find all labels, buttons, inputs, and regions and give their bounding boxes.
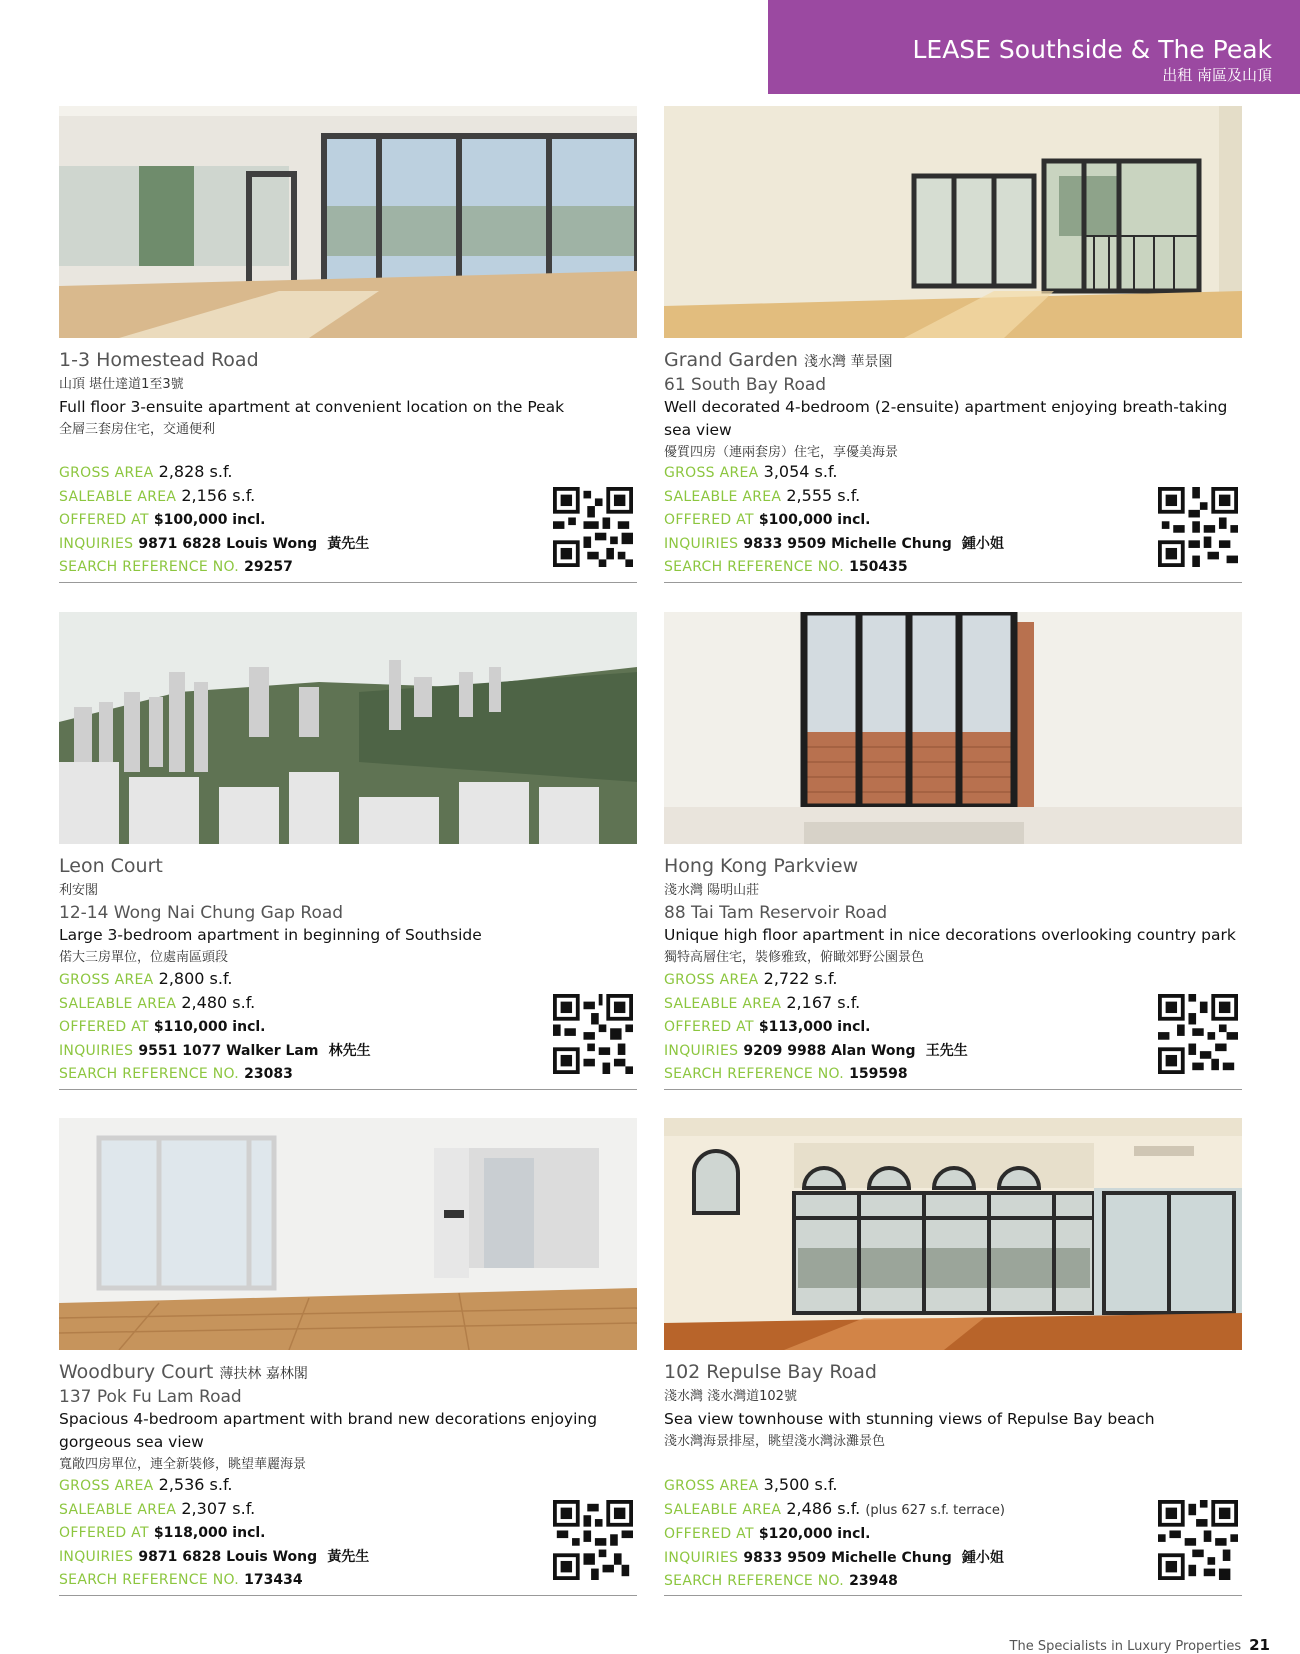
inquiries-label: INQUIRIES [664, 1549, 739, 1566]
property-name [59, 349, 259, 371]
offered-row [664, 508, 1224, 532]
offered-row [59, 1015, 619, 1039]
reference-row [59, 1062, 619, 1086]
search-reference-label: SEARCH REFERENCE NO. [664, 1573, 845, 1589]
search-reference-number[interactable]: 173434 [244, 1572, 303, 1588]
section-title-zh: 出租 南區及山頂 [1162, 66, 1272, 84]
gross-area-value: 2,828 s.f. [158, 462, 233, 481]
reference-row [664, 555, 1224, 579]
offered-row [59, 508, 619, 532]
property-address: 12-14 Wong Nai Chung Gap Road [59, 903, 344, 923]
agent-name-zh: 鍾小姐 [961, 1549, 1004, 1566]
offered-label: OFFERED AT [59, 1525, 149, 1541]
offered-row [664, 1015, 1224, 1039]
saleable-area-value: 2,167 s.f. [786, 992, 861, 1012]
property-address-zh: 山頂 堪仕達道1至3號 [59, 377, 184, 392]
property-name-en: Grand Garden [664, 349, 798, 371]
search-reference-label: SEARCH REFERENCE NO. [59, 1572, 240, 1588]
qr-code-icon[interactable] [553, 487, 633, 567]
offered-price: $113,000 incl. [758, 1019, 871, 1035]
property-photo[interactable] [59, 1118, 637, 1350]
gross-area-row [59, 1474, 619, 1498]
property-photo[interactable] [59, 106, 637, 338]
offered-label: OFFERED AT [59, 1019, 149, 1035]
gross-area-row [59, 461, 619, 485]
gross-area-row [664, 1474, 1224, 1498]
property-name-en: 1-3 Homestead Road [59, 349, 259, 371]
gross-area-row [664, 461, 1224, 485]
gross-area-label: GROSS AREA [59, 1478, 154, 1494]
listing-card[interactable] [59, 106, 637, 606]
offered-label: OFFERED AT [664, 1019, 754, 1035]
property-name-en: Hong Kong Parkview [664, 855, 859, 877]
property-address: 61 South Bay Road [664, 375, 827, 395]
property-description: Sea view townhouse with stunning views of Repulse Bay beach [664, 1410, 1155, 1428]
gross-area-value: 2,536 s.f. [158, 1475, 233, 1494]
offered-price: $118,000 incl. [153, 1525, 266, 1541]
property-name-zh: 淺水灣 華景園 [804, 354, 893, 370]
inquiries-label: INQUIRIES [664, 1042, 739, 1059]
gross-area-label: GROSS AREA [59, 465, 154, 481]
offered-price: $110,000 incl. [153, 1019, 266, 1035]
saleable-area-label: SALEABLE AREA [664, 488, 782, 505]
saleable-area-value: 2,156 s.f. [181, 485, 256, 505]
property-description-zh: 全層三套房住宅，交通便利 [59, 422, 216, 437]
property-description-zh: 淺水灣海景排屋，眺望淺水灣泳灘景色 [664, 1434, 886, 1449]
property-description: Spacious 4-bedroom apartment with brand new decorations enjoying gorgeous sea view [59, 1410, 598, 1451]
saleable-area-row [664, 485, 1224, 509]
inquiries-row [664, 532, 1224, 556]
property-address-zh: 淺水灣 陽明山莊 [664, 883, 760, 898]
qr-code-icon[interactable] [1158, 1500, 1238, 1580]
saleable-area-label: SALEABLE AREA [59, 488, 177, 505]
gross-area-row [59, 968, 619, 992]
gross-area-label: GROSS AREA [664, 465, 759, 481]
gross-area-value: 3,500 s.f. [763, 1475, 838, 1494]
property-name-zh: 薄扶林 嘉林閣 [219, 1366, 308, 1382]
section-banner [768, 0, 1300, 94]
search-reference-label: SEARCH REFERENCE NO. [664, 559, 845, 575]
qr-code-icon[interactable] [1158, 487, 1238, 567]
property-address: 137 Pok Fu Lam Road [59, 1387, 242, 1407]
search-reference-label: SEARCH REFERENCE NO. [59, 559, 240, 575]
property-photo[interactable] [664, 1118, 1242, 1350]
property-name [59, 855, 163, 877]
offered-price: $120,000 incl. [758, 1526, 871, 1542]
agent-contact[interactable]: 9833 9509 Michelle Chung [743, 1549, 952, 1566]
offered-label: OFFERED AT [664, 1526, 754, 1542]
property-name-en: 102 Repulse Bay Road [664, 1361, 877, 1383]
reference-row [664, 1062, 1224, 1086]
property-name-en: Leon Court [59, 855, 163, 877]
offered-price: $100,000 incl. [153, 512, 266, 528]
saleable-area-row [664, 992, 1224, 1016]
search-reference-label: SEARCH REFERENCE NO. [664, 1066, 845, 1082]
inquiries-row [59, 1545, 619, 1569]
saleable-area-value: 2,307 s.f. [181, 1498, 256, 1518]
agent-name-zh: 林先生 [328, 1042, 371, 1059]
agent-contact[interactable]: 9833 9509 Michelle Chung [743, 535, 952, 552]
offered-row [664, 1522, 1224, 1546]
saleable-area-label: SALEABLE AREA [59, 1501, 177, 1518]
section-title: LEASE Southside & The Peak [912, 35, 1272, 64]
inquiries-row [664, 1039, 1224, 1063]
inquiries-row [664, 1546, 1224, 1570]
terrace-note: (plus 627 s.f. terrace) [865, 1502, 1005, 1518]
offered-label: OFFERED AT [664, 512, 754, 528]
property-description-zh: 優質四房（連兩套房）住宅，享優美海景 [664, 445, 899, 460]
divider [664, 1595, 1242, 1596]
property-description-zh: 寬敞四房單位，連全新裝修，眺望華麗海景 [59, 1457, 307, 1472]
saleable-area-row [59, 992, 619, 1016]
inquiries-row [59, 1039, 619, 1063]
gross-area-label: GROSS AREA [664, 1478, 759, 1494]
agent-contact[interactable]: 9871 6828 Louis Wong [138, 535, 318, 552]
offered-price: $100,000 incl. [758, 512, 871, 528]
listing-card[interactable] [664, 106, 1242, 606]
property-name [664, 349, 892, 371]
property-name [59, 1361, 308, 1383]
property-description-zh: 獨特高層住宅，裝修雅致，俯瞰郊野公園景色 [664, 950, 925, 965]
reference-row [664, 1569, 1224, 1593]
search-reference-number[interactable]: 159598 [849, 1066, 908, 1082]
listing-card[interactable] [664, 612, 1242, 1112]
divider [59, 1595, 637, 1596]
agent-name-zh: 黃先生 [327, 1548, 370, 1565]
saleable-area-row [664, 1498, 1224, 1523]
divider [664, 1089, 1242, 1090]
search-reference-number[interactable]: 23083 [244, 1066, 293, 1082]
listing-card[interactable] [664, 1118, 1242, 1618]
property-photo[interactable] [664, 106, 1242, 338]
qr-code-icon[interactable] [553, 994, 633, 1074]
inquiries-label: INQUIRIES [59, 1042, 134, 1059]
inquiries-row [59, 532, 619, 556]
page-footer [1010, 1636, 1270, 1654]
saleable-area-value: 2,486 s.f. [786, 1498, 861, 1518]
page-number: 21 [1249, 1636, 1270, 1654]
saleable-area-row [59, 1498, 619, 1522]
gross-area-value: 2,800 s.f. [158, 969, 233, 988]
offered-row [59, 1521, 619, 1545]
saleable-area-label: SALEABLE AREA [664, 1501, 782, 1518]
agent-name-zh: 王先生 [925, 1042, 968, 1059]
saleable-area-label: SALEABLE AREA [59, 995, 177, 1012]
search-reference-number[interactable]: 23948 [849, 1573, 898, 1589]
qr-code-icon[interactable] [553, 1500, 633, 1580]
agent-contact[interactable]: 9551 1077 Walker Lam [138, 1042, 319, 1059]
property-name-en: Woodbury Court [59, 1361, 214, 1383]
gross-area-label: GROSS AREA [59, 972, 154, 988]
property-description: Unique high floor apartment in nice decorations overlooking country park [664, 926, 1236, 944]
reference-row [59, 1568, 619, 1592]
qr-code-icon[interactable] [1158, 994, 1238, 1074]
gross-area-value: 2,722 s.f. [763, 969, 838, 988]
property-description: Full floor 3-ensuite apartment at convenient location on the Peak [59, 398, 565, 416]
property-description: Well decorated 4-bedroom (2-ensuite) apartment enjoying breath-taking sea view [664, 398, 1228, 439]
saleable-area-value: 2,555 s.f. [786, 485, 861, 505]
property-description: Large 3-bedroom apartment in beginning of Southside [59, 926, 482, 944]
agent-contact[interactable]: 9871 6828 Louis Wong [138, 1548, 318, 1565]
gross-area-row [664, 968, 1224, 992]
property-name-zh: 利安閣 [59, 883, 99, 898]
search-reference-number[interactable]: 29257 [244, 559, 293, 575]
inquiries-label: INQUIRIES [59, 1548, 134, 1565]
property-address-zh: 淺水灣 淺水灣道102號 [664, 1389, 797, 1404]
agent-contact[interactable]: 9209 9988 Alan Wong [743, 1042, 916, 1059]
property-photo[interactable] [59, 612, 637, 844]
divider [59, 1089, 637, 1090]
agent-name-zh: 黃先生 [327, 535, 370, 552]
reference-row [59, 555, 619, 579]
listing-card[interactable] [59, 1118, 637, 1618]
divider [664, 582, 1242, 583]
property-description-zh: 偌大三房單位，位處南區頭段 [59, 950, 229, 965]
divider [59, 582, 637, 583]
saleable-area-row [59, 485, 619, 509]
gross-area-label: GROSS AREA [664, 972, 759, 988]
listing-card[interactable] [59, 612, 637, 1112]
offered-label: OFFERED AT [59, 512, 149, 528]
property-name [664, 855, 858, 877]
search-reference-label: SEARCH REFERENCE NO. [59, 1066, 240, 1082]
inquiries-label: INQUIRIES [59, 535, 134, 552]
property-name [664, 1361, 877, 1383]
gross-area-value: 3,054 s.f. [763, 462, 838, 481]
property-photo[interactable] [664, 612, 1242, 844]
saleable-area-value: 2,480 s.f. [181, 992, 256, 1012]
agent-name-zh: 鍾小姐 [961, 535, 1004, 552]
saleable-area-label: SALEABLE AREA [664, 995, 782, 1012]
footer-tagline: The Specialists in Luxury Properties [1009, 1639, 1242, 1654]
property-address: 88 Tai Tam Reservoir Road [664, 903, 888, 923]
search-reference-number[interactable]: 150435 [849, 559, 908, 575]
inquiries-label: INQUIRIES [664, 535, 739, 552]
